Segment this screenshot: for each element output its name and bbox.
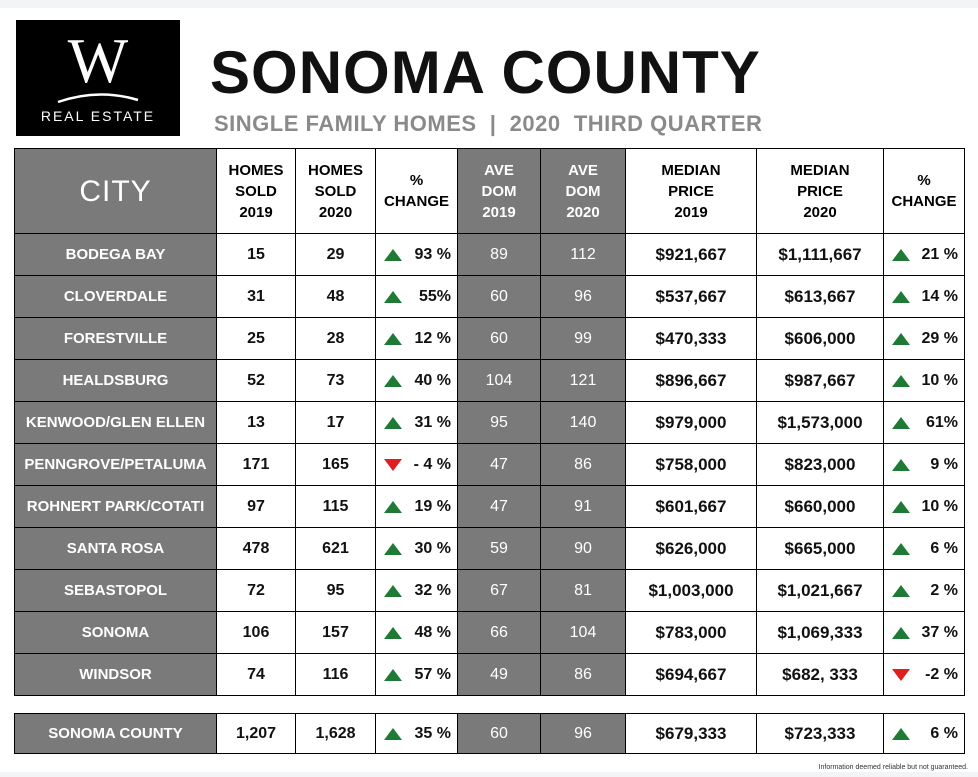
median-price-2020: $606,000 xyxy=(757,318,884,360)
arrow-up-icon xyxy=(892,543,910,555)
price-pct-change xyxy=(884,276,965,318)
median-price-2019: $537,667 xyxy=(626,276,757,318)
homes-sold-2020: 115 xyxy=(296,486,376,528)
city-name: SANTA ROSA xyxy=(15,528,217,570)
sold-pct-change xyxy=(376,444,458,486)
sold-pct-change xyxy=(376,654,458,696)
homes-sold-2020: 621 xyxy=(296,528,376,570)
homes-sold-2019: 13 xyxy=(217,402,296,444)
homes-sold-2019: 52 xyxy=(217,360,296,402)
pct-value: 57 % xyxy=(414,665,451,683)
city-name: PENNGROVE/PETALUMA xyxy=(15,444,217,486)
sold-pct-change xyxy=(376,714,458,754)
arrow-up-icon xyxy=(384,249,402,261)
arrow-up-icon xyxy=(384,543,402,555)
pct-value: 12 % xyxy=(414,329,451,347)
ave-dom-2019: 66 xyxy=(458,612,541,654)
table-row xyxy=(15,402,965,444)
arrow-up-icon xyxy=(384,669,402,681)
pct-value: 10 % xyxy=(921,371,958,389)
ave-dom-2020: 96 xyxy=(541,276,626,318)
logo-letter: W xyxy=(67,25,129,96)
arrow-up-icon xyxy=(892,417,910,429)
city-name: WINDSOR xyxy=(15,654,217,696)
arrow-up-icon xyxy=(892,375,910,387)
ave-dom-2019: 104 xyxy=(458,360,541,402)
logo-text: REAL ESTATE xyxy=(40,108,156,124)
city-name: SONOMA COUNTY xyxy=(15,714,217,754)
pct-value: -2 % xyxy=(925,665,958,683)
ave-dom-2019: 60 xyxy=(458,714,541,754)
table-row xyxy=(15,234,965,276)
ave-dom-2019: 47 xyxy=(458,444,541,486)
ave-dom-2019: 60 xyxy=(458,318,541,360)
arrow-up-icon xyxy=(892,291,910,303)
arrow-up-icon xyxy=(384,375,402,387)
median-price-2019: $694,667 xyxy=(626,654,757,696)
pct-value: 19 % xyxy=(414,497,451,515)
median-price-2020: $613,667 xyxy=(757,276,884,318)
arrow-up-icon xyxy=(892,249,910,261)
median-price-2019: $470,333 xyxy=(626,318,757,360)
arrow-up-icon xyxy=(892,728,910,740)
median-price-2020: $660,000 xyxy=(757,486,884,528)
sold-pct-change xyxy=(376,402,458,444)
ave-dom-2020: 81 xyxy=(541,570,626,612)
homes-sold-2019: 15 xyxy=(217,234,296,276)
city-name: BODEGA BAY xyxy=(15,234,217,276)
table-row xyxy=(15,486,965,528)
median-price-2019: $896,667 xyxy=(626,360,757,402)
header-pct-change-price: % CHANGE xyxy=(884,149,965,234)
header-ave-dom-2019: AVE DOM 2019 xyxy=(458,149,541,234)
median-price-2020: $1,111,667 xyxy=(757,234,884,276)
pct-value: 37 % xyxy=(921,623,958,641)
price-pct-change xyxy=(884,570,965,612)
median-price-2019: $783,000 xyxy=(626,612,757,654)
ave-dom-2019: 49 xyxy=(458,654,541,696)
arrow-up-icon xyxy=(892,627,910,639)
city-name: CLOVERDALE xyxy=(15,276,217,318)
price-pct-change xyxy=(884,234,965,276)
homes-sold-2020: 48 xyxy=(296,276,376,318)
header-median-2020: MEDIAN PRICE 2020 xyxy=(757,149,884,234)
city-name: HEALDSBURG xyxy=(15,360,217,402)
ave-dom-2019: 89 xyxy=(458,234,541,276)
table-row xyxy=(15,714,965,754)
price-pct-change xyxy=(884,318,965,360)
ave-dom-2020: 90 xyxy=(541,528,626,570)
pct-value: 10 % xyxy=(921,497,958,515)
city-name: ROHNERT PARK/COTATI xyxy=(15,486,217,528)
ave-dom-2019: 67 xyxy=(458,570,541,612)
ave-dom-2019: 59 xyxy=(458,528,541,570)
header-city: CITY xyxy=(15,149,217,234)
pct-value: 31 % xyxy=(414,413,451,431)
ave-dom-2020: 99 xyxy=(541,318,626,360)
price-pct-change xyxy=(884,360,965,402)
homes-sold-2020: 116 xyxy=(296,654,376,696)
ave-dom-2020: 86 xyxy=(541,444,626,486)
sold-pct-change xyxy=(376,276,458,318)
ave-dom-2020: 104 xyxy=(541,612,626,654)
pct-value: 30 % xyxy=(414,539,451,557)
ave-dom-2020: 91 xyxy=(541,486,626,528)
pct-value: 2 % xyxy=(930,581,958,599)
ave-dom-2019: 95 xyxy=(458,402,541,444)
header-median-2019: MEDIAN PRICE 2019 xyxy=(626,149,757,234)
ave-dom-2020: 96 xyxy=(541,714,626,754)
header-pct-change-sold: % CHANGE xyxy=(376,149,458,234)
header-ave-dom-2020: AVE DOM 2020 xyxy=(541,149,626,234)
table-row xyxy=(15,570,965,612)
arrow-up-icon xyxy=(384,291,402,303)
footnote: Information deemed reliable but not guaranteed. xyxy=(818,764,968,771)
ave-dom-2020: 140 xyxy=(541,402,626,444)
arrow-up-icon xyxy=(384,728,402,740)
arrow-up-icon xyxy=(384,417,402,429)
arrow-up-icon xyxy=(892,501,910,513)
homes-sold-2019: 25 xyxy=(217,318,296,360)
homes-sold-2019: 171 xyxy=(217,444,296,486)
sold-pct-change xyxy=(376,318,458,360)
pct-value: 21 % xyxy=(921,245,958,263)
median-price-2020: $987,667 xyxy=(757,360,884,402)
pct-value: 6 % xyxy=(930,724,958,742)
median-price-2019: $979,000 xyxy=(626,402,757,444)
pct-value: 35 % xyxy=(414,724,451,742)
homes-sold-2020: 73 xyxy=(296,360,376,402)
homes-sold-2020: 95 xyxy=(296,570,376,612)
sold-pct-change xyxy=(376,234,458,276)
homes-sold-2020: 29 xyxy=(296,234,376,276)
homes-sold-2019: 74 xyxy=(217,654,296,696)
brand-logo xyxy=(16,20,180,136)
city-name: SONOMA xyxy=(15,612,217,654)
table-row xyxy=(15,654,965,696)
median-price-2020: $665,000 xyxy=(757,528,884,570)
ave-dom-2019: 47 xyxy=(458,486,541,528)
arrow-up-icon xyxy=(384,627,402,639)
median-price-2019: $626,000 xyxy=(626,528,757,570)
table-row xyxy=(15,528,965,570)
total-table xyxy=(14,713,965,754)
median-price-2019: $758,000 xyxy=(626,444,757,486)
table-row xyxy=(15,612,965,654)
ave-dom-2020: 112 xyxy=(541,234,626,276)
homes-sold-2019: 72 xyxy=(217,570,296,612)
homes-sold-2019: 31 xyxy=(217,276,296,318)
page-title: SONOMA COUNTY xyxy=(210,39,761,106)
median-price-2020: $723,333 xyxy=(757,714,884,754)
sold-pct-change xyxy=(376,528,458,570)
price-pct-change xyxy=(884,612,965,654)
homes-sold-2019: 1,207 xyxy=(217,714,296,754)
arrow-down-icon xyxy=(384,459,402,471)
pct-value: - 4 % xyxy=(413,455,451,473)
pct-value: 6 % xyxy=(930,539,958,557)
median-price-2020: $1,021,667 xyxy=(757,570,884,612)
pct-value: 40 % xyxy=(414,371,451,389)
homes-sold-2020: 28 xyxy=(296,318,376,360)
table-row xyxy=(15,444,965,486)
homes-sold-2020: 157 xyxy=(296,612,376,654)
pct-value: 29 % xyxy=(921,329,958,347)
page-subtitle: SINGLE FAMILY HOMES | 2020 THIRD QUARTER xyxy=(214,111,763,136)
pct-value: 55% xyxy=(418,287,451,305)
pct-value: 14 % xyxy=(921,287,958,305)
city-name: FORESTVILLE xyxy=(15,318,217,360)
arrow-up-icon xyxy=(384,585,402,597)
price-pct-change xyxy=(884,444,965,486)
median-price-2019: $601,667 xyxy=(626,486,757,528)
ave-dom-2020: 121 xyxy=(541,360,626,402)
ave-dom-2019: 60 xyxy=(458,276,541,318)
arrow-up-icon xyxy=(384,333,402,345)
median-price-2020: $823,000 xyxy=(757,444,884,486)
pct-value: 93 % xyxy=(414,245,451,263)
homes-sold-2020: 1,628 xyxy=(296,714,376,754)
price-pct-change xyxy=(884,486,965,528)
arrow-up-icon xyxy=(384,501,402,513)
city-name: SEBASTOPOL xyxy=(15,570,217,612)
city-name: KENWOOD/GLEN ELLEN xyxy=(15,402,217,444)
arrow-down-icon xyxy=(892,669,910,681)
pct-value: 9 % xyxy=(930,455,958,473)
header-homes-sold-2020: HOMES SOLD 2020 xyxy=(296,149,376,234)
table-row xyxy=(15,276,965,318)
median-price-2019: $1,003,000 xyxy=(626,570,757,612)
sold-pct-change xyxy=(376,486,458,528)
homes-sold-2019: 106 xyxy=(217,612,296,654)
homes-sold-2019: 478 xyxy=(217,528,296,570)
sold-pct-change xyxy=(376,612,458,654)
median-price-2020: $1,069,333 xyxy=(757,612,884,654)
price-pct-change xyxy=(884,654,965,696)
table-row xyxy=(15,360,965,402)
ave-dom-2020: 86 xyxy=(541,654,626,696)
pct-value: 48 % xyxy=(414,623,451,641)
sold-pct-change xyxy=(376,360,458,402)
header-homes-sold-2019: HOMES SOLD 2019 xyxy=(217,149,296,234)
sold-pct-change xyxy=(376,570,458,612)
median-price-2020: $682, 333 xyxy=(757,654,884,696)
logo-swoosh-icon xyxy=(56,92,140,104)
pct-value: 61% xyxy=(925,413,958,431)
homes-sold-2020: 17 xyxy=(296,402,376,444)
table-row xyxy=(15,318,965,360)
arrow-up-icon xyxy=(892,459,910,471)
pct-value: 32 % xyxy=(414,581,451,599)
arrow-up-icon xyxy=(892,333,910,345)
stats-table xyxy=(14,148,965,696)
median-price-2019: $921,667 xyxy=(626,234,757,276)
homes-sold-2020: 165 xyxy=(296,444,376,486)
homes-sold-2019: 97 xyxy=(217,486,296,528)
price-pct-change xyxy=(884,528,965,570)
price-pct-change xyxy=(884,714,965,754)
price-pct-change xyxy=(884,402,965,444)
median-price-2020: $1,573,000 xyxy=(757,402,884,444)
header-row xyxy=(15,149,965,234)
median-price-2019: $679,333 xyxy=(626,714,757,754)
arrow-up-icon xyxy=(892,585,910,597)
